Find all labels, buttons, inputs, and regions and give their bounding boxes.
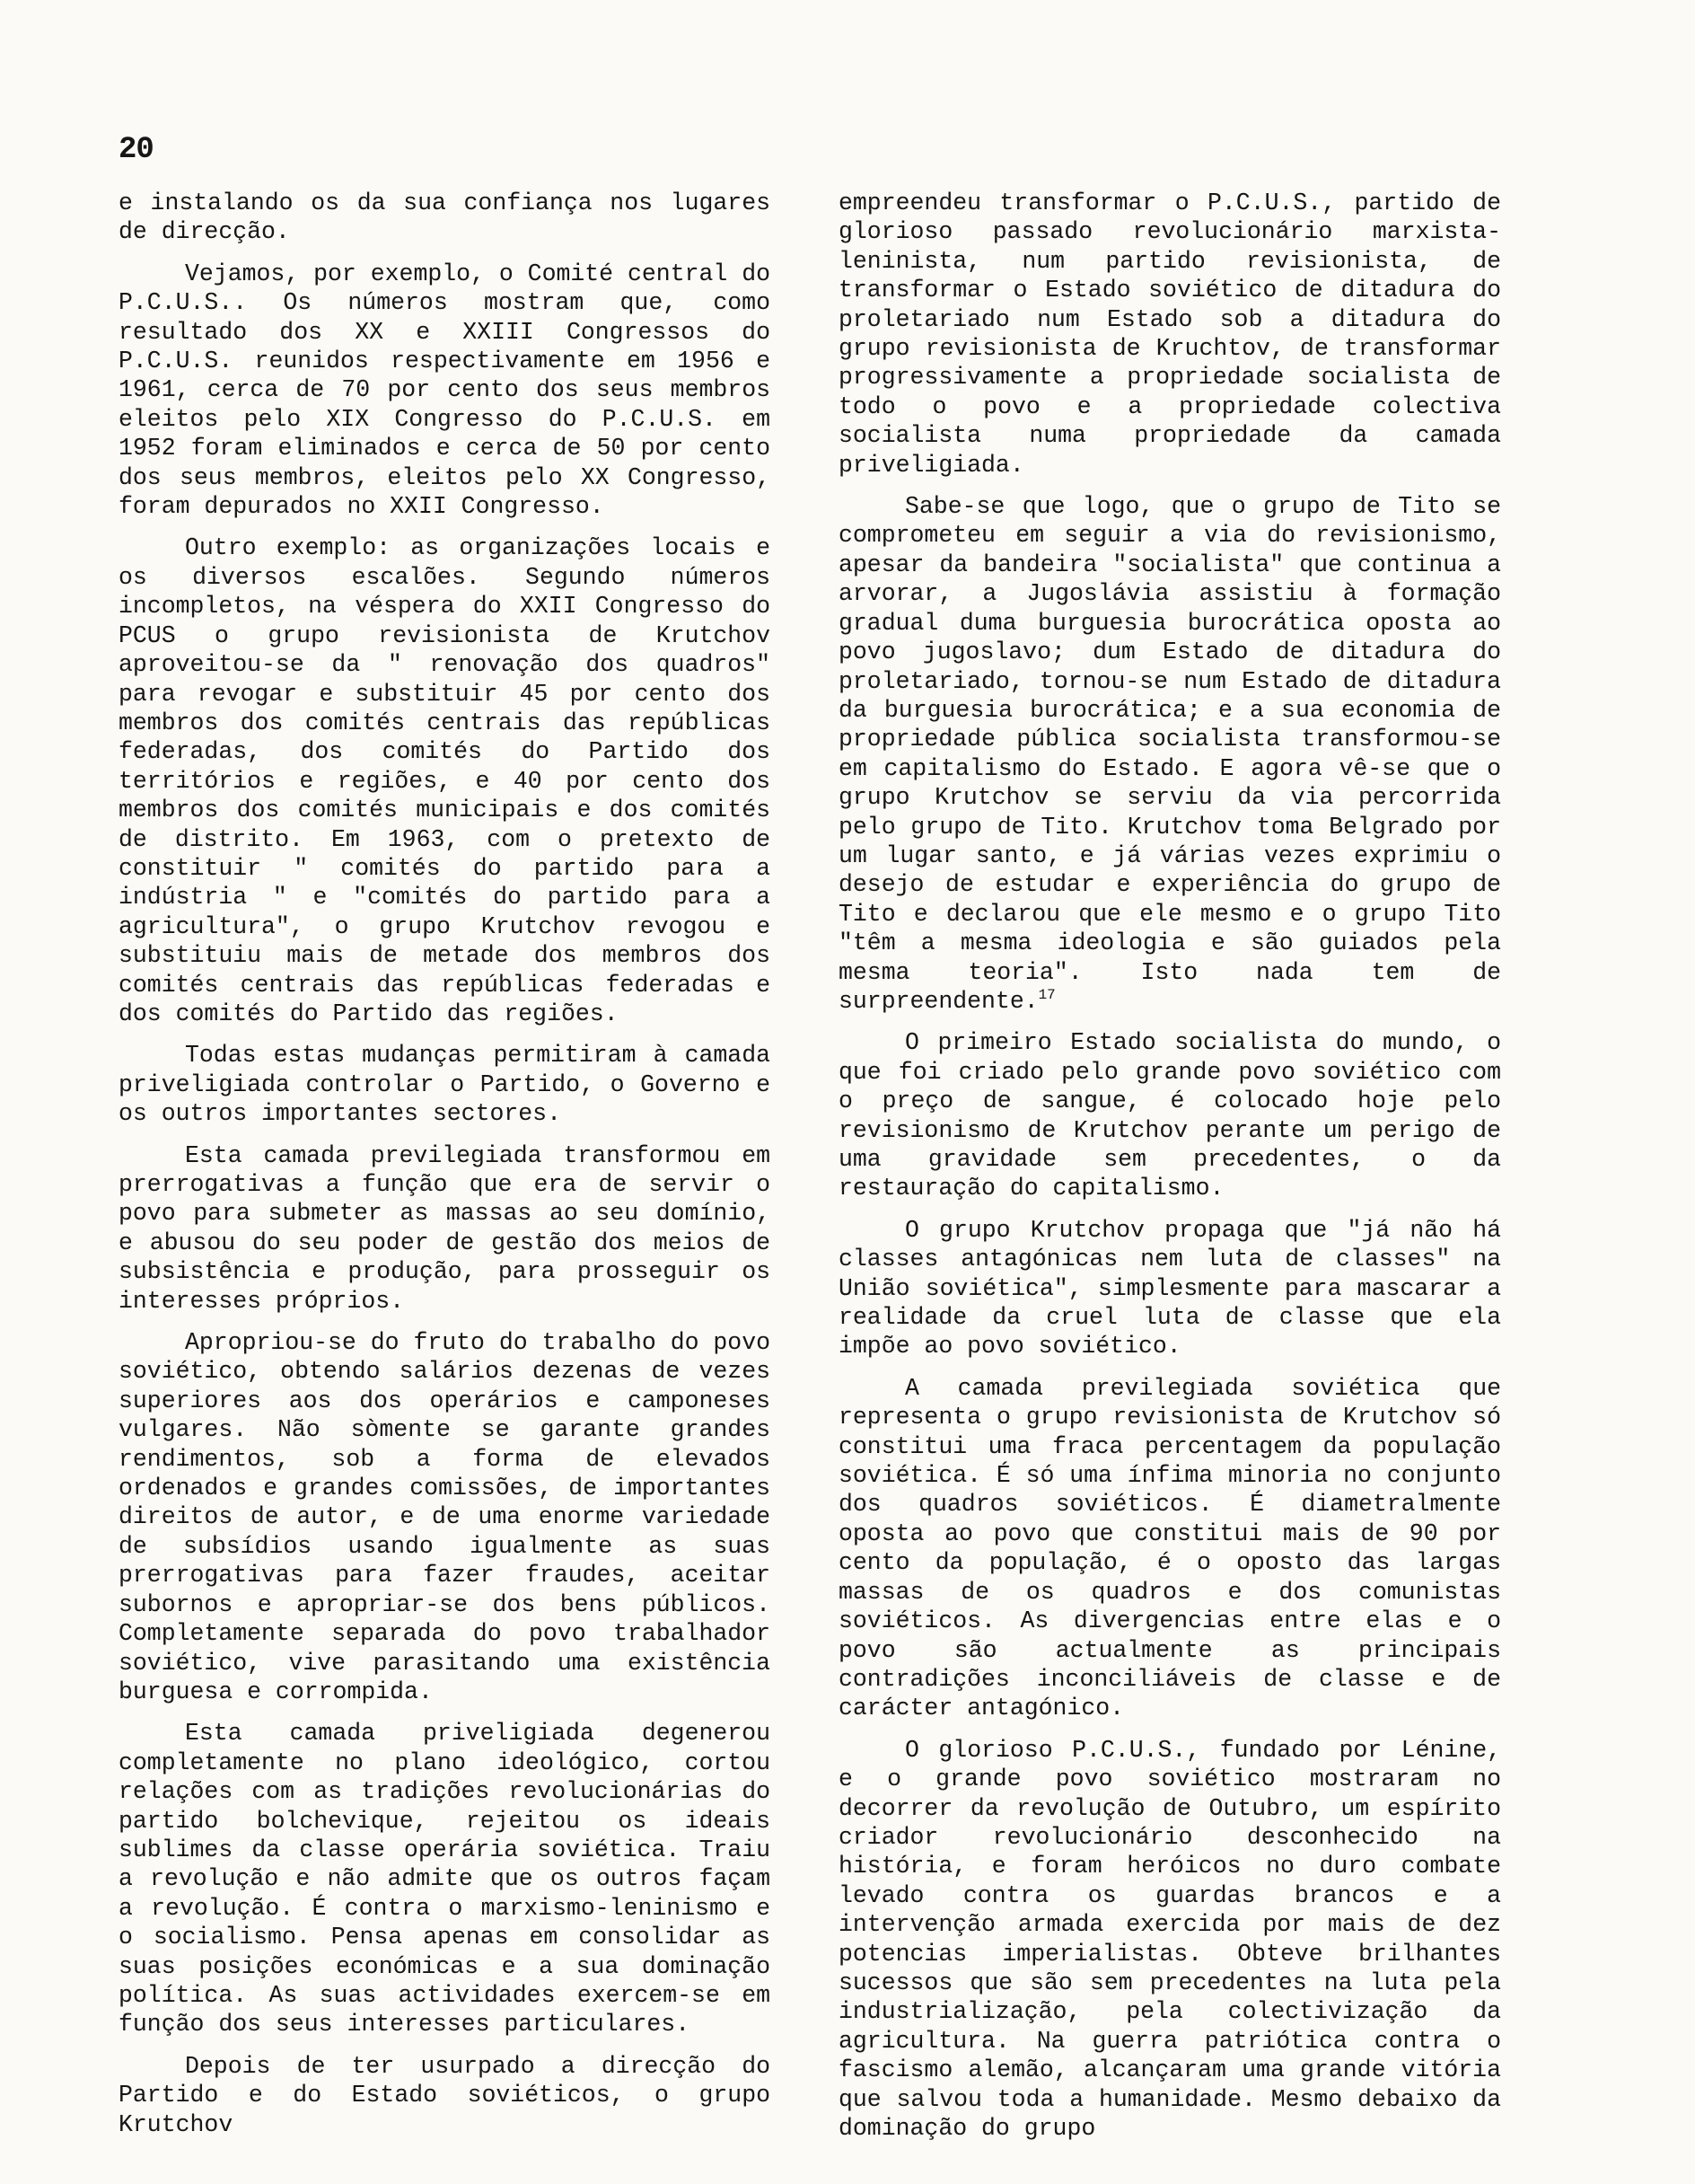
- paragraph: Esta camada previlegiada transformou em prerrogativas a função que era de servir o povo para submeter as massas ao seu domínio, e abusou do seu poder de gestão dos meios de subsistência e produção, para prosseguir os interesses próprios.: [119, 1141, 770, 1315]
- paragraph: empreendeu transformar o P.C.U.S., partido de glorioso passado revolucionário marxista-leninista, num partido revisionista, de transformar o Estado soviético de ditadura do proletariado num Estado sob a ditadura do grupo revisionista de Kruchtov, de transformar progressivamente a propriedade socialista de todo o povo e a propriedade colectiva socialista numa propriedade da camada priveligiada.: [839, 189, 1501, 479]
- right-column: [839, 189, 1501, 2143]
- paragraph-text: Sabe-se que logo, que o grupo de Tito se comprometeu em seguir a via do revisionismo, apesar da bandeira "socialista" que continua a arvorar, a Jugoslávia assistiu à formação gradual duma burguesia burocrática oposta ao povo jugoslavo; dum Estado de ditadura do proletariado, tornou-se num Estado de ditadura da burguesia burocrática; e a sua economia de propriedade pública socialista transformou-se em capitalismo do Estado. E agora vê-se que o grupo Krutchov se serviu da via percorrida pelo grupo de Tito. Krutchov toma Belgrado por um lugar santo, e já várias vezes exprimiu o desejo de estudar e experiência do grupo de Tito e declarou que ele mesmo e o grupo Tito "têm a mesma ideologia e são guiados pela mesma teoria". Isto nada tem de surpreendente.: [839, 493, 1501, 1015]
- paragraph: Outro exemplo: as organizações locais e os diversos escalões. Segundo números incompletos, na véspera do XXII Congresso do PCUS o grupo revisionista de Krutchov aproveitou-se da " renovação dos quadros" para revogar e substituir 45 por cento dos membros dos comités centrais das repúblicas federadas, dos comités do Partido dos territórios e regiões, e 40 por cento dos membros dos comités municipais e dos comités de distrito. Em 1963, com o pretexto de constituir " comités do partido para a indústria " e "comités do partido para a agricultura", o grupo Krutchov revogou e substituiu mais de metade dos membros dos comités centrais das repúblicas federadas e dos comités do Partido das regiões.: [119, 534, 770, 1027]
- paragraph: Todas estas mudanças permitiram à camada priveligiada controlar o Partido, o Governo e os outros importantes sectores.: [119, 1042, 770, 1128]
- left-column: [119, 189, 770, 2139]
- paragraph: Apropriou-se do fruto do trabalho do povo soviético, obtendo salários dezenas de vezes superiores aos dos operários e camponeses vulgares. Não sòmente se garante grandes rendimentos, sob a forma de elevados ordenados e grandes comissões, de importantes direitos de autor, e de uma enorme variedade de subsídios usando igualmente as suas prerrogativas para fazer fraudes, aceitar subornos e apropriar-se dos bens públicos. Completamente separada do povo trabalhador soviético, vive parasitando uma existência burguesa e corrompida.: [119, 1329, 771, 1705]
- paragraph: e instalando os da sua confiança nos lugares de direcção.: [119, 189, 770, 246]
- footnote-marker: 17: [1038, 987, 1056, 1004]
- paragraph: O grupo Krutchov propaga que "já não há classes antagónicas nem luta de classes" na União soviética", simplesmente para mascarar a realidade da cruel luta de classe que ela impõe ao povo soviético.: [839, 1216, 1501, 1361]
- paragraph: O glorioso P.C.U.S., fundado por Lénine, e o grande povo soviético mostraram no decorrer da revolução de Outubro, um espírito criador revolucionário desconhecido na história, e foram heróicos no duro combate levado contra os guardas brancos e a intervenção armada exercida por mais de dez potencias imperialistas. Obteve brilhantes sucessos que são sem precedentes na luta pela industrialização, pela colectivização da agricultura. Na guerra patriótica contra o fascismo alemão, alcançaram uma grande vitória que salvou toda a humanidade. Mesmo debaixo da dominação do grupo: [839, 1736, 1501, 2142]
- paragraph: [839, 492, 1501, 1016]
- page-number: 20: [119, 133, 154, 167]
- paragraph: Vejamos, por exemplo, o Comité central do P.C.U.S.. Os números mostram que, como resultado dos XX e XXIII Congressos do P.C.U.S. reunidos respectivamente em 1956 e 1961, cerca de 70 por cento dos seus membros eleitos pelo XIX Congresso do P.C.U.S. em 1952 foram eliminados e cerca de 50 por cento dos seus membros, eleitos pelo XX Congresso, foram depurados no XXII Congresso.: [119, 260, 771, 521]
- paragraph: Depois de ter usurpado a direcção do Partido e do Estado soviéticos, o grupo Krutchov: [119, 2052, 770, 2138]
- paragraph: O primeiro Estado socialista do mundo, o que foi criado pelo grande povo soviético com o preço de sangue, é colocado hoje pelo revisionismo de Krutchov perante um perigo de uma gravidade sem precedentes, o da restauração do capitalismo.: [839, 1029, 1501, 1202]
- paragraph: A camada previlegiada soviética que representa o grupo revisionista de Krutchov só constitui uma fraca percentagem da população soviética. É só uma ínfima minoria no conjunto dos quadros soviéticos. É diametralmente oposta ao povo que constitui mais de 90 por cento da população, é o oposto das largas massas de os quadros e dos comunistas soviéticos. As divergencias entre elas e o povo são actualmente as principais contradições inconciliáveis de classe e de carácter antagónico.: [839, 1374, 1501, 1722]
- paragraph: Esta camada priveligiada degenerou completamente no plano ideológico, cortou relações com as tradições revolucionárias do partido bolchevique, rejeitou os ideais sublimes da classe operária soviética. Traiu a revolução e não admite que os outros façam a revolução. É contra o marxismo-leninismo e o socialismo. Pensa apenas em consolidar as suas posições económicas e a sua dominação política. As suas actividades exercem-se em função dos seus interesses particulares.: [119, 1720, 770, 2039]
